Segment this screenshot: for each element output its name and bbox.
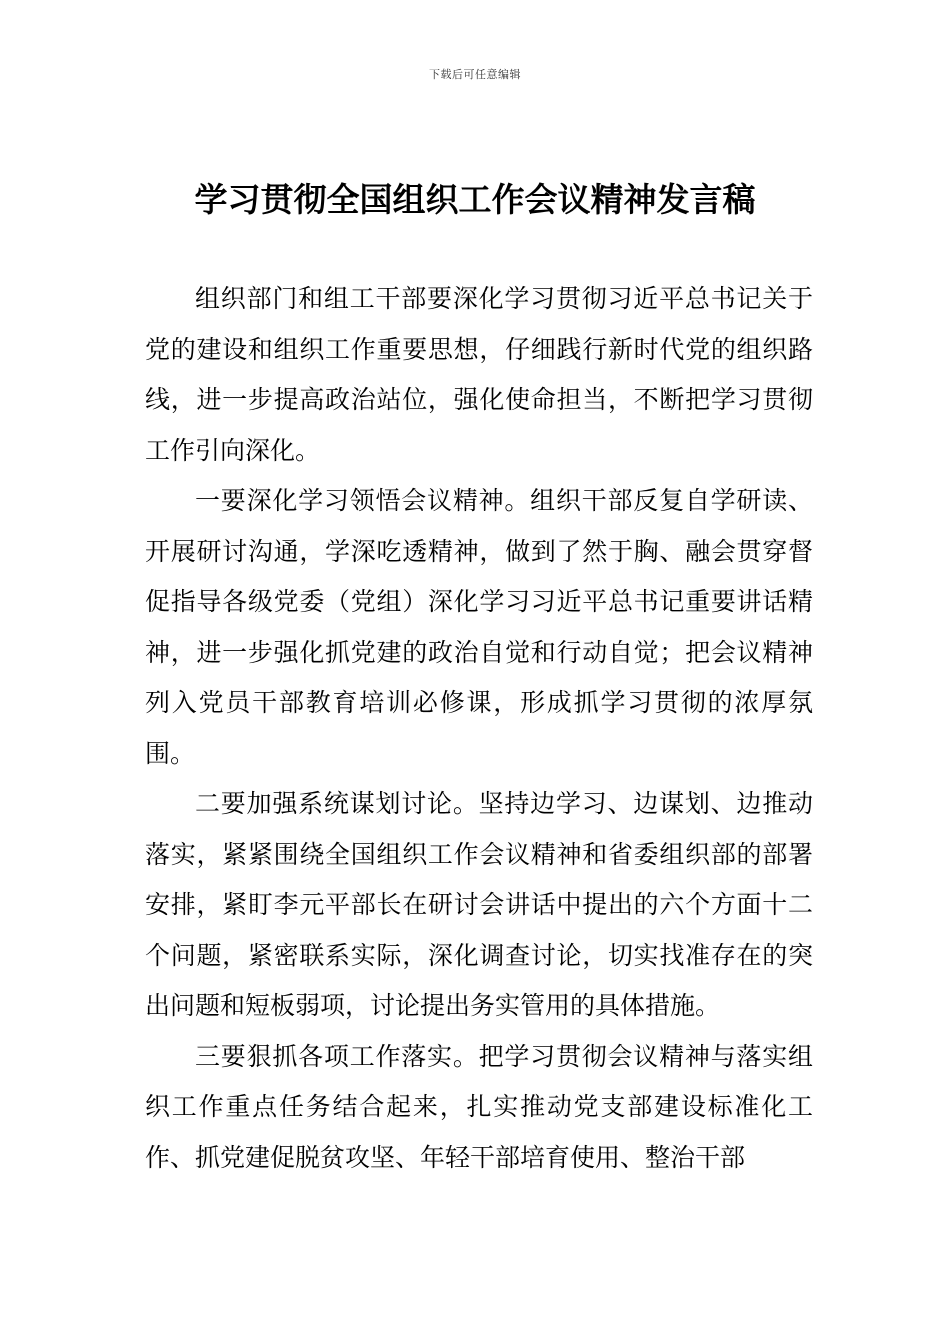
header-note: 下载后可任意编辑 (429, 68, 521, 81)
paragraph-point-1: 一要深化学习领悟会议精神。组织干部反复自学研读、开展研讨沟通，学深吃透精神，做到了然于胸、融会贯穿督促指导各级党委（党组）深化学习习近平总书记重要讲话精神，进一步强化抓党建的政治自觉和行动自觉；把会议精神列入党员干部教育培训必修课，形成抓学习贯彻的浓厚氛围。 (145, 486, 813, 768)
paragraph-point-2: 二要加强系统谋划讨论。坚持边学习、边谋划、边推动落实，紧紧围绕全国组织工作会议精神和省委组织部的部署安排，紧盯李元平部长在研讨会讲话中提出的六个方面十二个问题，紧密联系实际，深化调查讨论，切实找准存在的突出问题和短板弱项，讨论提出务实管用的具体措施。 (145, 789, 813, 1020)
document-title: 学习贯彻全国组织工作会议精神发言稿 (194, 180, 756, 219)
paragraph-point-3: 三要狠抓各项工作落实。把学习贯彻会议精神与落实组织工作重点任务结合起来，扎实推动党支部建设标准化工作、抓党建促脱贫攻坚、年轻干部培育使用、整治干部 (145, 1041, 813, 1172)
document-body (145, 274, 813, 1183)
paragraph-intro: 组织部门和组工干部要深化学习贯彻习近平总书记关于党的建设和组织工作重要思想，仔细践行新时代党的组织路线，进一步提高政治站位，强化使命担当，不断把学习贯彻工作引向深化。 (145, 284, 813, 465)
